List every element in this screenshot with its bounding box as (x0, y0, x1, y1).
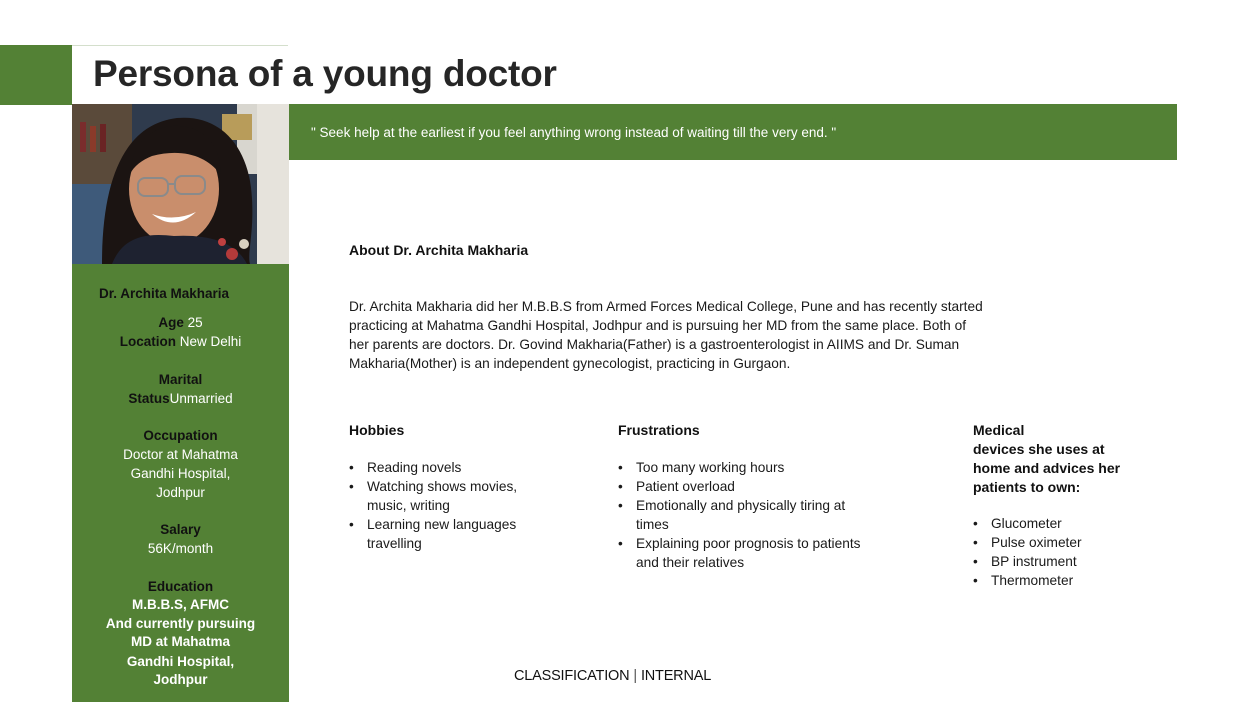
classification-separator: | (633, 668, 637, 684)
list-item (973, 514, 1173, 533)
list-item-text: • Thermometer (991, 573, 1074, 588)
frustrations-heading: Frustrations (618, 422, 700, 438)
quote-banner (289, 104, 1177, 160)
classification-level: INTERNAL (640, 668, 712, 684)
list-item-text: music, writing (367, 498, 450, 513)
education-line: M.B.B.S, AFMC (132, 597, 229, 612)
profile-name: Dr. Archita Makharia (99, 286, 230, 301)
list-item (349, 477, 579, 515)
list-item-text: • Reading novels (367, 460, 462, 475)
location-value: New Delhi (179, 334, 242, 349)
list-item-text: • Pulse oximeter (991, 535, 1082, 550)
list-item-text: • Watching shows movies, (367, 479, 518, 494)
list-item-text: • Glucometer (991, 516, 1062, 531)
hobbies-heading: Hobbies (349, 422, 405, 438)
devices-heading-line: Medical (973, 422, 1025, 438)
education-line: Jodhpur (153, 672, 208, 687)
list-item-text: • BP instrument (991, 554, 1077, 569)
age-label: Age (158, 315, 184, 330)
salary-value: 56K/month (147, 541, 214, 556)
about-paragraph (349, 297, 1029, 373)
about-line: Makharia(Mother) is an independent gynecologist, practicing in Gurgaon. (349, 356, 791, 371)
list-item-text: • Too many working hours (636, 460, 785, 475)
list-item (973, 552, 1173, 571)
marital-value: Unmarried (169, 391, 233, 406)
list-item-text: • Learning new languages (367, 517, 517, 532)
list-item-text: and their relatives (636, 555, 745, 570)
occupation-line: Jodhpur (156, 485, 205, 500)
list-item (618, 496, 918, 534)
list-item-text: times (636, 517, 669, 532)
salary-label: Salary (160, 522, 201, 537)
list-item-text: • Emotionally and physically tiring at (636, 498, 846, 513)
list-item (349, 515, 579, 553)
corner-accent-block (0, 45, 72, 105)
profile-marital-status (72, 389, 289, 408)
status-label: Status (128, 391, 170, 406)
devices-list (973, 514, 1173, 590)
list-item-text: travelling (367, 536, 422, 551)
list-item-text: • Patient overload (636, 479, 735, 494)
list-item (618, 458, 918, 477)
profile-age (72, 313, 289, 332)
hobbies-list (349, 458, 579, 553)
occupation-line: Doctor at Mahatma (123, 447, 238, 462)
age-value: 25 (187, 315, 203, 330)
list-item (618, 534, 918, 572)
occupation-label: Occupation (143, 428, 218, 443)
title-divider (0, 45, 288, 46)
classification-label: CLASSIFICATION (514, 668, 630, 684)
occupation-line: Gandhi Hospital, (130, 466, 231, 481)
quote-text: " Seek help at the earliest if you feel anything wrong instead of waiting till the very end. " (311, 125, 837, 140)
devices-heading-line: patients to own: (973, 479, 1081, 495)
about-line: her parents are doctors. Dr. Govind Makharia(Father) is a gastroenterologist in AIIMS and Dr. Suman (349, 337, 960, 352)
list-item (349, 458, 579, 477)
about-heading: About Dr. Archita Makharia (349, 242, 529, 258)
frustrations-list (618, 458, 918, 572)
profile-photo (72, 104, 289, 264)
education-line: And currently pursuing (105, 616, 256, 631)
location-label: Location (119, 334, 176, 349)
list-item (618, 477, 918, 496)
profile-panel (72, 264, 289, 702)
devices-heading-line: home and advices her (973, 460, 1121, 476)
list-item-text: • Explaining poor prognosis to patients (636, 536, 861, 551)
devices-heading-line: devices she uses at (973, 441, 1105, 457)
education-line: MD at Mahatma (130, 634, 230, 649)
education-label: Education (147, 579, 214, 594)
devices-heading (973, 421, 1120, 497)
list-item (973, 571, 1173, 590)
marital-label: Marital (158, 372, 203, 387)
about-line: practicing at Mahatma Gandhi Hospital, Jodhpur and is pursuing her MD from the same place. Both of (349, 318, 967, 333)
list-item (973, 533, 1173, 552)
profile-location (72, 332, 289, 351)
about-line: Dr. Archita Makharia did her M.B.B.S from Armed Forces Medical College, Pune and has recently started (349, 299, 983, 314)
classification-footer (514, 668, 711, 684)
page-title: Persona of a young doctor (93, 53, 557, 94)
education-line: Gandhi Hospital, (126, 654, 235, 669)
